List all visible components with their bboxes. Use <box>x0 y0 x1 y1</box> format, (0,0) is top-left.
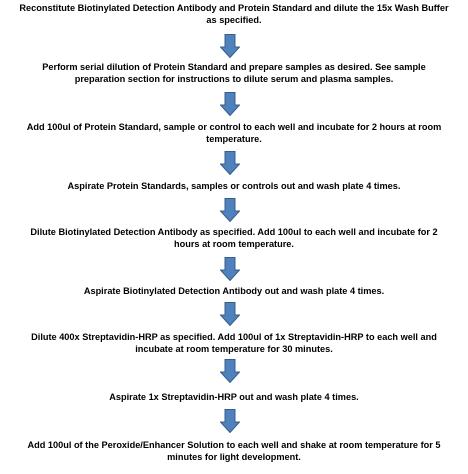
flow-down-arrow-icon <box>220 257 240 281</box>
step-1-text <box>4 2 464 26</box>
step-9-text <box>4 439 464 463</box>
step-3-line-2: temperature. <box>206 134 262 144</box>
step-2-line-2: preparation section for instructions to dilute serum and plasma samples. <box>74 74 394 84</box>
step-3-text <box>4 121 464 145</box>
step-5-line-1: Dilute Biotinylated Detection Antibody as specified. Add 100ul to each well and incubate for 2 <box>30 227 438 237</box>
step-5-line-2: hours at room temperature. <box>174 239 294 249</box>
flow-down-arrow-icon <box>220 92 240 116</box>
step-3-line-1: Add 100ul of Protein Standard, sample or control to each well and incubate for 2 hours at room <box>26 122 442 132</box>
step-5-text <box>4 226 464 250</box>
flow-down-arrow-icon <box>220 34 240 58</box>
step-4-text <box>4 180 464 192</box>
step-9-line-2: minutes for light development. <box>167 452 301 462</box>
flow-down-arrow-icon <box>220 302 240 326</box>
step-2-text <box>4 61 464 85</box>
flow-down-arrow-icon <box>220 359 240 383</box>
step-2-line-1: Perform serial dilution of Protein Standard and prepare samples as desired. See sample <box>42 62 426 72</box>
step-6-text <box>4 285 464 297</box>
step-7-text <box>4 331 464 355</box>
step-1-line-2: as specified. <box>206 15 262 25</box>
step-8-text <box>4 391 464 403</box>
flow-down-arrow-icon <box>220 198 240 222</box>
step-8-line-1: Aspirate 1x Streptavidin-HRP out and wash plate 4 times. <box>109 392 359 402</box>
flow-down-arrow-icon <box>220 409 240 433</box>
step-1-line-1: Reconstitute Biotinylated Detection Antibody and Protein Standard and dilute the 15x Wash Buffer <box>19 3 449 13</box>
step-7-line-2: incubate at room temperature for 30 minutes. <box>135 344 333 354</box>
step-9-line-1: Add 100ul of the Peroxide/Enhancer Solution to each well and shake at room temperature for 5 <box>27 440 441 450</box>
step-6-line-1: Aspirate Biotinylated Detection Antibody out and wash plate 4 times. <box>83 286 385 296</box>
step-7-line-1: Dilute 400x Streptavidin-HRP as specified. Add 100ul of 1x Streptavidin-HRP to each well and <box>31 332 437 342</box>
flow-down-arrow-icon <box>220 151 240 175</box>
step-4-line-1: Aspirate Protein Standards, samples or controls out and wash plate 4 times. <box>67 181 401 191</box>
